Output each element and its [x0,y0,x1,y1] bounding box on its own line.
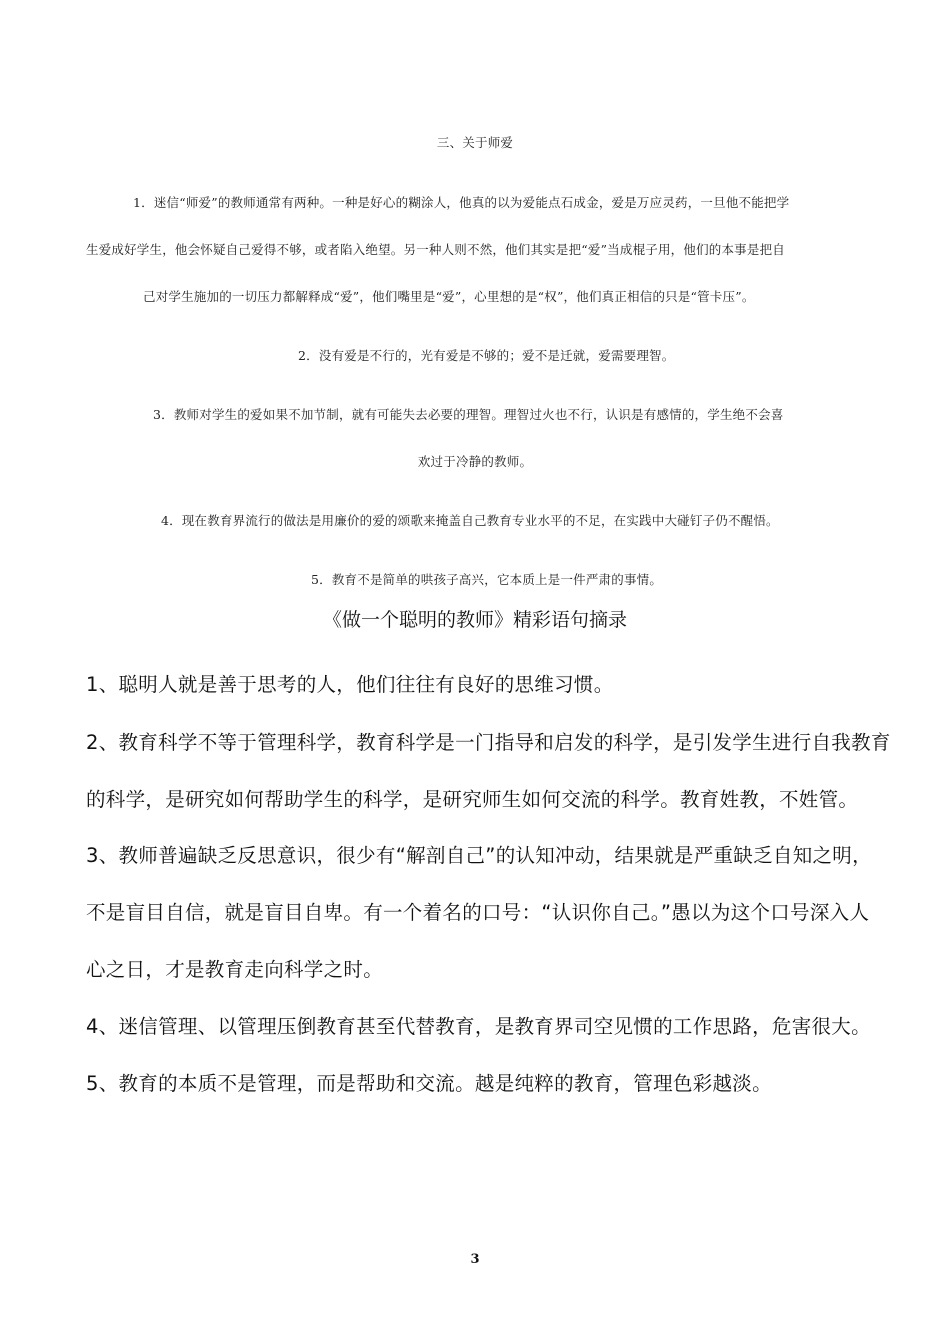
excerpt-line-6: 心之日，才是教育走向科学之时。 [86,958,384,981]
excerpt-line-8: 5、教育的本质不是管理，而是帮助和交流。越是纯粹的教育，管理色彩越淡。 [86,1072,772,1095]
excerpt-line-5: 不是盲目自信，就是盲目自卑。有一个着名的口号：“认识你自己。”愚以为这个口号深入人 [86,901,870,924]
section-line-1: 1．迷信“师爱”的教师通常有两种。一种是好心的糊涂人，他真的以为爱能点石成金，爱是万应灵药，一旦他不能把学 [133,195,790,210]
section-line-7: 4．现在教育界流行的做法是用廉价的爱的颂歌来掩盖自己教育专业水平的不足，在实践中大碰钉子仍不醒悟。 [161,513,779,528]
excerpt-line-3: 的科学，是研究如何帮助学生的科学，是研究师生如何交流的科学。教育姓教，不姓管。 [86,788,859,811]
section-line-3: 己对学生施加的一切压力都解释成“爱”，他们嘴里是“爱”，心里想的是“权”，他们真正相信的只是“管卡压”。 [143,289,755,304]
section-line-4: 2．没有爱是不行的，光有爱是不够的；爱不是迁就，爱需要理智。 [298,348,675,363]
section-line-5: 3．教师对学生的爱如果不加节制，就有可能失去必要的理智。理智过火也不行，认识是有感情的，学生绝不会喜 [153,407,784,422]
page-number: 3 [470,1252,480,1267]
excerpt-line-2: 2、教育科学不等于管理科学，教育科学是一门指导和启发的科学，是引发学生进行自我教育 [86,731,891,754]
section-heading: 三、关于师爱 [436,135,514,150]
excerpt-line-7: 4、迷信管理、以管理压倒教育甚至代替教育，是教育界司空见惯的工作思路，危害很大。 [86,1015,871,1038]
section-line-8: 5．教育不是简单的哄孩子高兴，它本质上是一件严肃的事情。 [311,572,663,587]
excerpt-line-1: 1、聪明人就是善于思考的人，他们往往有良好的思维习惯。 [86,673,614,696]
excerpt-line-4: 3、教师普遍缺乏反思意识，很少有“解剖自己”的认知冲动，结果就是严重缺乏自知之明， [86,844,872,867]
excerpt-title: 《做一个聪明的教师》精彩语句摘录 [322,609,627,631]
section-line-6: 欢过于冷静的教师。 [417,454,533,469]
section-line-2: 生爱成好学生，他会怀疑自己爱得不够，或者陷入绝望。另一种人则不然，他们其实是把“爱”当成棍子用，他们的本事是把自 [86,242,785,257]
